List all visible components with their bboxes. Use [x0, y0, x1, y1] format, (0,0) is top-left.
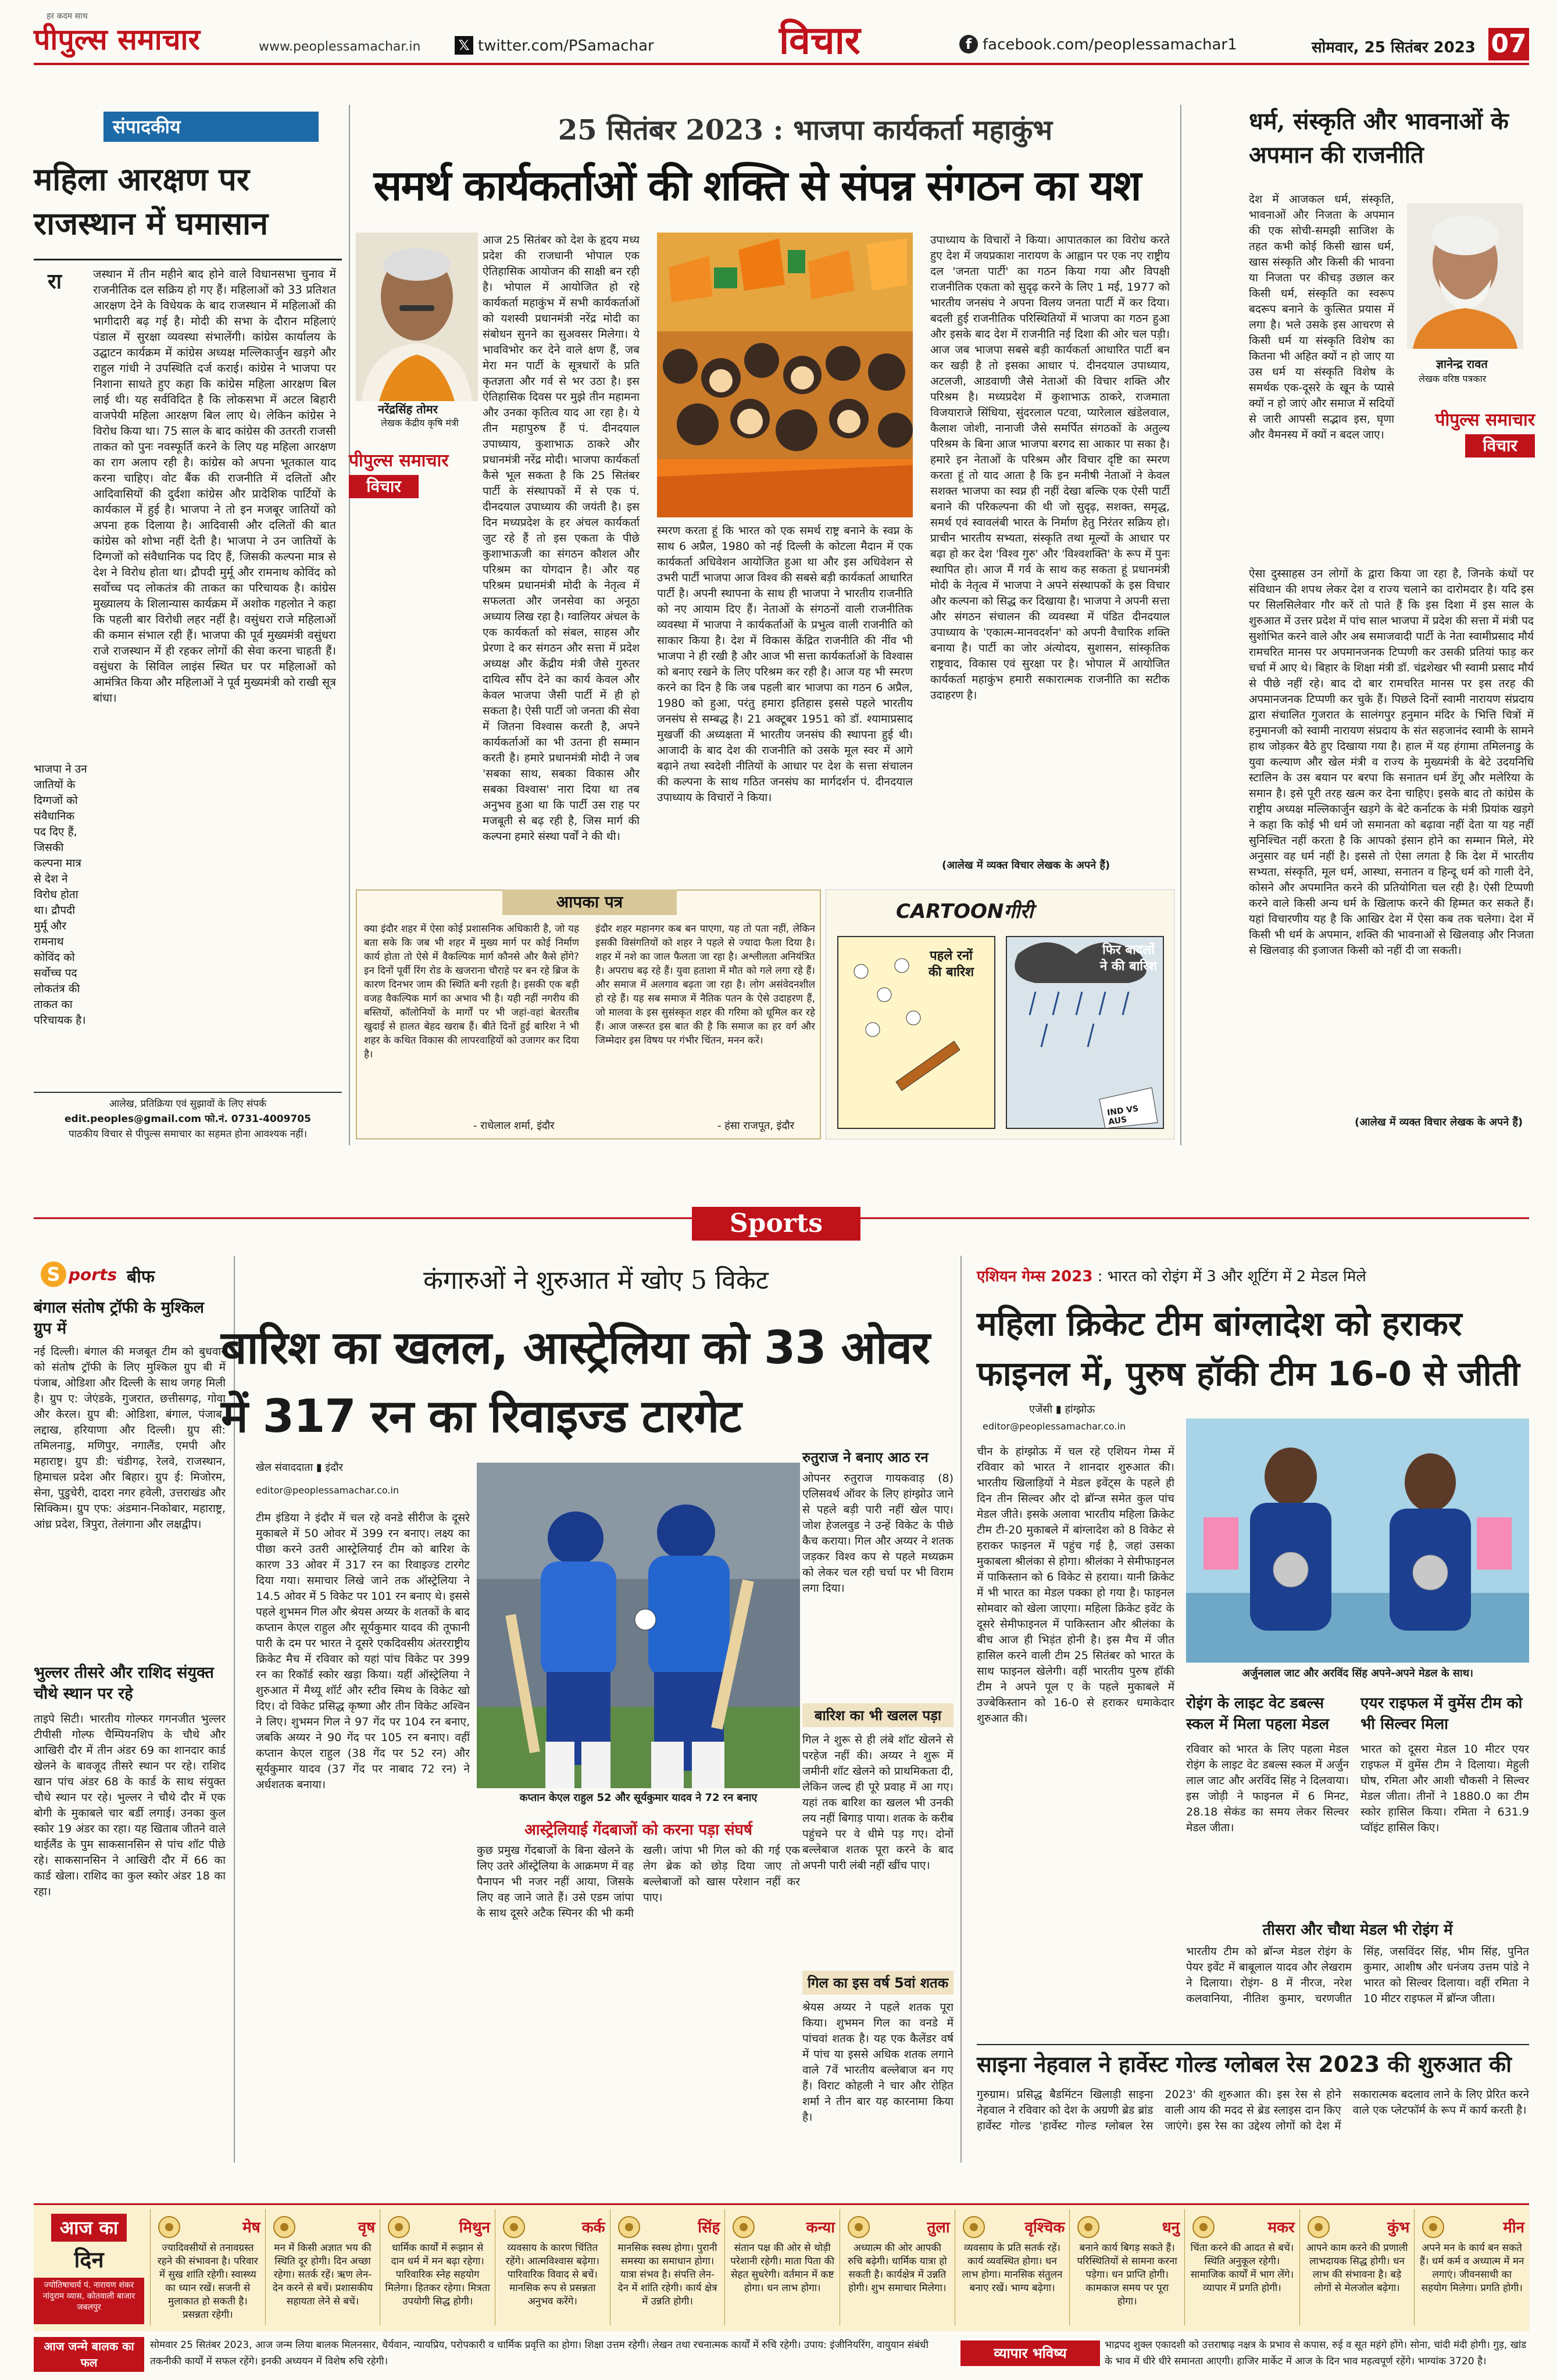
rowing-title: रोइंग के लाइट वेट डबल्स स्कल में मिला पहला मेडल [1186, 1695, 1330, 1733]
cartoon-bubble-1: पहले रनों की बारिश [928, 949, 974, 980]
asian-email[interactable]: editor@peoplessamachar.co.in [983, 1421, 1126, 1432]
header-date: सोमवार, 25 सितंबर 2023 [1312, 39, 1476, 56]
saina-title: साइना नेहवाल ने हार्वेस्ट गोल्ड ग्लोबल रेस 2023 की शुरुआत की [977, 2052, 1512, 2077]
rifle-title: एयर राइफल में वुमेंस टीम को भी सिल्वर मिला [1360, 1695, 1523, 1733]
zodiac-prediction: मन में किसी अज्ञात भय की स्थिति दूर होगी। दिन अच्छा रहेगा। सतर्क रहें। ऋण लेन-देन करने से बचें। प्रशासकीय सहायता लेने से बचें। [272, 2242, 373, 2307]
lead-column-2: स्मरण करता हूं कि भारत को एक समर्थ राष्ट्र बनाने के स्वप्न के साथ 6 अप्रैल, 1980 को नई दिल्ली के कोटला मैदान में एक कार्यकर्ता अधिवेशन आयोजित हुआ था और इस अधिवेशन से उभरी पार्टी भाजपा आज विश्व की सबसे बड़ी कार्यकर्ता आधारित पार्टी है। अपनी स्थापना के साथ ही भाजपा ने भारतीय राजनीति को नए आयाम दिए हैं। नेताओं के संगठनों वाली राजनीतिक व्यवस्था में भाजपा ने कार्यकर्ताओं के प्रभुत्व वाली राजनीति को साकार किया है। देश में विकास केंद्रित राजनीति की नींव भी भाजपा ने ही रखी है और आज भी सत्ता कार्यकर्ताओं के विश्वास को बनाए रखने के लिए परिश्रम कर रही है। आज यह भी स्मरण करने का दिन है कि जब पहली बार भाजपा का गठन 6 अप्रैल, 1980 को हुआ, परंतु हमारा इतिहास इससे पहले भारतीय जनसंघ से सम्बद्ध है। 21 अक्टूबर 1951 को डॉ. श्यामाप्रसाद मुखर्जी की अध्यक्षता में भारतीय जनसंघ की स्थापना हुई थी। आजादी के बाद देश की राजनीति को उसके मूल स्वर में आगे बढ़ाने तथा स्वदेशी नीतियों के आधार पर देश के सत्ता संचालन की कल्पना के साथ गठित जनसंघ का मार्गदर्शन पं. दीनदयाल उपाध्याय के विचारों ने किया। [657, 524, 913, 804]
rowers-photo [1186, 1418, 1529, 1663]
zodiac-prediction: अध्यात्म की ओर आपकी रुचि बढ़ेगी। धार्मिक यात्रा हो सकती है। कार्यक्षेत्र में उन्नति होगी। शुभ समाचार मिलेगा। [848, 2242, 947, 2294]
zodiac-sign-10 [1184, 2209, 1299, 2325]
cartoon-sign: IND VS AUS [1106, 1104, 1140, 1127]
zodiac-sign-2 [265, 2209, 380, 2325]
zodiac-name: सिंह [698, 2219, 720, 2236]
horoscope-title-box [34, 2209, 144, 2325]
header-page-number: 07 [1488, 28, 1529, 60]
lead-author-role: लेखक केंद्रीय कृषि मंत्री [381, 417, 459, 428]
zodiac-sign-11 [1299, 2209, 1415, 2325]
saina-body: गुरुग्राम। प्रसिद्ध बैडमिंटन खिलाड़ी साइना नेहवाल ने रविवार को देश के अग्रणी ब्रेड ब्रांड हार्वेस्ट गोल्ड 'हार्वेस्ट गोल्ड ग्लोबल रेस 2023' की शुरुआत की। इस रेस से होने वाली आय की मदद से ब्रेड स्लाइस दान किए जाएंगे। इस रेस का उद्देश्य लोगों को देश में सकारात्मक बदलाव लाने के लिए प्रेरित करने वाले एक प्लेटफॉर्म के रूप में कार्य करती है। [977, 2088, 1529, 2132]
right-vichar-logo-section: विचार [1465, 434, 1535, 458]
cricket-photo [477, 1463, 800, 1788]
zodiac-sign-1 [150, 2209, 265, 2325]
lead-headline: समर्थ कार्यकर्ताओं की शक्ति से संपन्न संगठन का यश [373, 161, 1141, 210]
brief-2-body: ताइपे सिटी। भारतीय गोल्फर गगनजीत भुल्लर टीपीसी गोल्फ चैम्पियनशिप के चौथे और आखिरी दौर में तीन अंडर 69 का शानदार कार्ड खेलने के बावजूद तीसरे स्थान पर रहे। राशिद खान पांच अंडर 68 के कार्ड के साथ संयुक्त चौथे स्थान पर रहे। भुल्लर ने चौथे दौर में एक बोगी के मुकाबले चार बर्डी लगाई। उनका कुल स्कोर 19 अंडर का रहा। यह खिताब जीतने वाले थाईलैंड के पुम साकसानसिन से पांच शॉट पीछे रहे। साकसानसिन ने आखिरी दौर में 66 का कार्ड खेला। राशिद का कुल स्कोर अंडर 18 का रहा। [34, 1713, 226, 1898]
asian-byline-city: हांग्झोऊ [1065, 1403, 1095, 1416]
cricket-byline-reporter: खेल संवाददाता [256, 1461, 313, 1474]
header-logo: पीपुल्स समाचार [34, 23, 200, 56]
medal34-body: भारतीय टीम को ब्रॉन्ज मेडल रोइंग के पेयर इवेंट में बाबूलाल यादव और लेखराम ने दिलाया। रोइंग- 8 में नीरज, नरेश कलवानिया, नीतिश कुमार, चरणजीत सिंह, जसविंदर सिंह, भीम सिंह, पुनित कुमार, आशीष और धनंजय उत्तम पांडे ने भारत को सिल्वर दिलाया। वहीं रमिता ने 10 मीटर राइफल में ब्रॉन्ज जीता। [1186, 1945, 1529, 2005]
right-author-role: लेखक वरिष्ठ पत्रकार [1419, 373, 1487, 384]
right-intro: देश में आजकल धर्म, संस्कृति, भावनाओं और निजता के अपमान की एक सोची-समझी साजिश के तहत कभी कोई किसी खास धर्म, खास संस्कृति और किसी की भावना या निजता पर कीचड़ उछाल कर किसी धर्म, संस्कृति का स्वरूप बदरूप बनाने के कुत्सित प्रयास में लगा है। भले उसके इस आचरण से किसी धर्म या संस्कृति विशेष का कितना भी अहित क्यों न हो जाए या उस धर्म या संस्कृति विशेष के समर्थक एक-दूसरे के खून के प्यासे क्यों न हो जाएं और समाज में सदियों से जारी आपसी सद्भाव इस, घृणा और वैमनस्य में क्यों न बदल जाए। [1249, 193, 1394, 441]
cricket-sub1-body: कुछ प्रमुख गेंदबाजों के बिना खेलने के लिए उतरे ऑस्ट्रेलिया के आक्रमण में वह पैनापन भी नजर नहीं आया, जिसके लिए वह जाने जाते हैं। उसे एडम जांपा के साथ दूसरे अटैक स्पिनर की भी कमी खली। जांपा भी गिल को की गई एक लेग ब्रेक को छोड़ दिया जाए तो बल्लेबाजों को खास परेशान नहीं कर पाए। [477, 1844, 800, 1920]
zodiac-prediction: आपने काम करने की प्रणाली लाभदायक सिद्ध होगी। धन लाभ की संभावना है। बड़े लोगों से मेलजोल बढ़ेगा। [1306, 2242, 1408, 2294]
sports-brief-label: बीफ [127, 1267, 155, 1287]
brief-2-title: भुल्लर तीसरे और राशिद संयुक्त चौथे स्थान पर रहे [34, 1664, 214, 1703]
lead-author-name: नरेंद्रसिंह तोमर [378, 402, 438, 416]
lead-vichar-logo [349, 448, 483, 498]
vichar-logo-title: पीपुल्स समाचार [349, 451, 449, 471]
zodiac-name: मीन [1503, 2219, 1524, 2236]
horoscope-title-top: आज का [51, 2214, 127, 2242]
cricket-email[interactable]: editor@peoplessamachar.co.in [256, 1485, 399, 1496]
medal34-title: तीसरा और चौथा मेडल भी रोइंग में [1262, 1921, 1453, 1939]
asian-kicker-label: एशियन गेम्स 2023 [977, 1268, 1093, 1285]
header-section: विचार [779, 18, 860, 63]
right-note: (आलेख में व्यक्त विचार लेखक के अपने हैं) [1355, 1116, 1523, 1128]
zodiac-name: कर्क [581, 2219, 605, 2236]
zodiac-sign-12 [1414, 2209, 1529, 2325]
lead-kicker: 25 सितंबर 2023 : भाजपा कार्यकर्ता महाकुंभ [558, 114, 1053, 146]
zodiac-name: मकर [1267, 2219, 1295, 2236]
zodiac-prediction: चिंता करने की आदत से बचें। स्थिति अनुकूल रहेगी। सामाजिक कार्यों में भाग लेंगे। व्यापार में प्रगति होगी। [1190, 2242, 1294, 2294]
zodiac-name: धनु [1162, 2219, 1180, 2236]
asian-headline: महिला क्रिकेट टीम बांग्लादेश को हराकर फाइनल में, पुरुष हॉकी टीम 16-0 से जीती [977, 1304, 1520, 1393]
rifle-body: भारत को दूसरा मेडल 10 मीटर एयर राइफल में वुमेंस टीम ने दिलाया। मेहुली घोष, रमिता और आशी चौकसी ने सिल्वर मेडल जीता। तीनों ने 1880.0 का टीम स्कोर हासिल किया। रमिता ने 631.9 प्वॉइंट हासिल किए। [1360, 1743, 1529, 1834]
asian-byline: एजेंसी ▮ हांग्झोऊ [1029, 1403, 1095, 1416]
zodiac-sign-6 [724, 2209, 840, 2325]
letter-2: इंदौर शहर महानगर कब बन पाएगा, यह तो पता नहीं, लेकिन इसकी विसंगतियों को शहर ने पहले से ज्यादा फैला दिया है। शहर में नशे का जाल फैलता जा रहा है। अश्लीलता अनियंत्रित है। अपराध बढ़ रहे हैं। युवा हताशा में मौत को गले लगा रहे हैं। और समाज में अलगाव बढ़ता जा रहा है। लोग असंवेदनशील हो रहे हैं। यह सब समाज में नैतिक पतन के ऐसे उदाहरण हैं, जो मालवा के इस सुसंस्कृत शहर की गरिमा को धूमिल कर रहे हैं। आज जरूरत इस बात की है कि समाज का हर वर्ग और जिम्मेदार इस विषय पर गंभीर चिंतन, मनन करें। [595, 923, 815, 1046]
business-text: भाद्रपद शुक्ल एकादशी को उत्तराषाढ़ नक्षत्र के प्रभाव से कपास, रुई व सूत महंगे होंगे। सोना, चांदी मंदी होगी। गुड़, खांड के भाव में धीरे धीरे समानता आएगी। हाजिर मार्केट में आज के दिन भाव महत्वपूर्ण रहेंगे। भाग्यांक 3720 है। [1105, 2339, 1527, 2367]
x-icon: 𝕏 [455, 36, 473, 55]
cartoon-bubble-2: फिर बादलों ने की बारिश [1099, 943, 1158, 974]
vichar-logo-section: विचार [349, 475, 419, 498]
sports-brief-logo-s: S [41, 1262, 66, 1287]
rally-photo [657, 233, 913, 517]
asian-body: चीन के हांग्झोऊ में चल रहे एशियन गेम्स में रविवार को भारत ने शानदार शुरुआत की। भारतीय खिलाड़ियों ने मेडल इवेंट्स के पहले ही दिन तीन सिल्वर और दो ब्रॉन्ज समेत कुल पांच मेडल जीते। इसके अलावा भारतीय महिला क्रिकेट टीम टी-20 मुकाबले में बांग्लादेश को 8 विकेट से हराकर फाइनल में पहुंच गई है, जहां उसका मुकाबला श्रीलंका से होगा। श्रीलंका ने सेमीफाइनल में पाकिस्तान को 6 विकेट से हराया। यानी क्रिकेट में भी भारत का मेडल पक्का हो गया है। फाइनल सोमवार को खेला जाएगा। महिला क्रिकेट इवेंट के दूसरे सेमीफाइनल में पाकिस्तान और श्रीलंका के बीच आज ही भिड़ंत होनी है। इस मैच में जीत हासिल करने वाली टीम 25 सितंबर को भारत के साथ फाइनल खेलेगी। वहीं भारतीय पुरुष हॉकी टीम ने अपने पूल ए के पहले मुकाबले में उज्बेकिस्तान को 16-0 से हराकर धमाकेदार शुरुआत की। [977, 1445, 1174, 1725]
zodiac-sign-4 [495, 2209, 610, 2325]
zodiac-sign-5 [610, 2209, 725, 2325]
editorial-footer-line1: आलेख, प्रतिक्रिया एवं सुझावों के लिए संपर्क [109, 1098, 267, 1110]
sports-brief-logo-text: ports [69, 1265, 117, 1284]
zodiac-sign-8 [955, 2209, 1070, 2325]
header-website[interactable]: www.peoplessamachar.in [259, 40, 421, 54]
right-headline: धर्म, संस्कृति और भावनाओं के अपमान की राजनीति [1249, 108, 1509, 169]
asian-kicker [977, 1265, 1529, 1286]
header-tagline: हर कदम साथ [47, 12, 88, 21]
cricket-photo-caption: कप्तान केएल राहुल 52 और सूर्यकुमार यादव ने 72 रन बनाए [519, 1792, 758, 1804]
zodiac-name: कन्या [806, 2219, 835, 2236]
zodiac-sign-7 [840, 2209, 955, 2325]
zodiac-prediction: अपने मन के कार्य बन सकते हैं। धर्म कर्म व अध्यात्म में मन लगाएं। जीवनसाथी का सहयोग मिलेगा। प्रगति होगी। [1419, 2242, 1524, 2294]
sports-banner: Sports [692, 1207, 860, 1241]
cricket-sub3-body: गिल ने शुरू से ही लंबे शॉट खेलने से परहेज नहीं की। अय्यर ने शुरू में जमीनी शॉट खेलने को प्राथमिकता दी, लेकिन जल्द ही पूरे प्रवाह में आ गए। यहां तक बारिश का खलल भी उनकी लय नहीं बिगाड़ पाया। शतक के करीब पहुंचने पर वे धीमे पड़ गए। दोनों बल्लेबाज शतक पूरा करने के बाद अपनी पारी लंबी नहीं खींच पाए। [802, 1734, 954, 1872]
rowing-body: रविवार को भारत के लिए पहला मेडल रोइंग के लाइट वेट डबल्स स्कल में अर्जुन लाल जाट और अरविंद सिंह ने दिलवाया। इस जोड़ी ने फाइनल में 6 मिनट, 28.18 सेकंड का समय लेकर सिल्वर मेडल जीता। [1186, 1743, 1349, 1834]
editorial-body: जस्थान में तीन महीने बाद होने वाले विधानसभा चुनाव में राजनीतिक दल सक्रिय हो गए हैं। महिलाओं को 33 प्रतिशत आरक्षण देने के विधेयक के बाद राजस्थान में महिलाओं की भागीदारी बढ़ गई है। मोदी की सभा के दौरान महिलाएं पंडाल में सुरक्षा व्यवस्था संभालेंगी। कांग्रेस कार्यालय के उद्घाटन कार्यक्रम में कांग्रेस अध्यक्ष मल्लिकार्जुन खड़गे और राहुल गांधी ने उपस्थिति दर्ज कराई। कांग्रेस ने भाजपा पर निशाना साधते हुए कहा कि कांग्रेस महिला आरक्षण बिल लाई थी। यह सर्वविदित है कि लोकसभा में अटल बिहारी वाजपेयी महिला आरक्षण बिल लाए थे। लेकिन कांग्रेस ने विरोध किया था। 75 साल के बाद कांग्रेस की उतरती राजसी ताकत को पुनः नवस्फूर्ति करने के लिए यह महिला आरक्षण का राग अलाप रही है। कांग्रेस को अपना भूतकाल याद करना चाहिए। वोट बैंक की राजनीति में दलितों और आदिवासियों की दुर्दशा कांग्रेस और प्रादेशिक पार्टियों के कार्यकाल में हुई है। भाजपा ने तो इन मजबूर जातियों को अपना हक दिलाया है। आदिवासी और दलितों की बात कांग्रेस को शोभा नहीं देती है। भाजपा ने उन जातियों के दिग्गजों को संवैधानिक पद दिए हैं, जिसकी कल्पना मात्र से देश ने विरोध होता था। द्रौपदी मुर्मू और रामनाथ कोविंद को सर्वोच्च पद लोकतंत्र की ताकत का परिचायक है। कांग्रेस मुख्यालय के शिलान्यास कार्यक्रम में अशोक गहलोत ने कहा कि पहली बार विरोधी लहर नहीं है। वसुंधरा राजे महिलाओं की कमान संभाल रही हैं। भाजपा की पूर्व मुख्यमंत्री वसुंधरा राजे राजस्थान में ही रहकर लोगों की सेवा करना चाहती हैं। वसुंधरा के सिविल लाइंस स्थित घर पर महिलाओं को आमंत्रित किया और महिलाओं ने पूर्व मुख्यमंत्री को राखी सूत्र बांधा। [93, 267, 336, 705]
zodiac-prediction: व्यवसाय के कारण चिंतित रहेंगे। आत्मविश्वास बढ़ेगा। पारिवारिक विवाद से बचें। मानसिक रूप से प्रसन्नता अनुभव करेंगे। [505, 2242, 599, 2307]
cartoon-title: CARTOONगीरी [896, 900, 1034, 923]
born-today-label: आज जन्मे बालक का फल [34, 2337, 144, 2372]
cricket-kicker: कंगारुओं ने शुरुआत में खोए 5 विकेट [423, 1266, 769, 1295]
zodiac-prediction: संतान पक्ष की ओर से थोड़ी परेशानी रहेगी। माता पिता की सेहत सुधरेगी। वर्तमान में कष्ट होगा। धन लाभ होगा। [730, 2242, 834, 2294]
cartoon-box [826, 889, 1174, 1139]
zodiac-name: कुंभ [1387, 2219, 1410, 2236]
horoscope-astrologer: ज्योतिषाचार्य पं. नारायण शंकर नांदुराम व्यास, कोतवाली बाजार जबलपुर [34, 2278, 144, 2324]
rowers-caption: अर्जुनलाल जाट और अरविंद सिंह अपने-अपने मेडल के साथ। [1242, 1667, 1473, 1679]
lead-column-3: उपाध्याय के विचारों ने किया। आपातकाल का विरोध करते हुए देश में जयप्रकाश नारायण के आह्वान पर एक नए राष्ट्रीय दल 'जनता पार्टी' का गठन किया गया और विपक्षी राजनीतिक एकता को सुदृढ़ करने के लिए 1 मई, 1977 को भारतीय जनसंघ ने अपना विलय जनता पार्टी में कर दिया। बदली हुई राजनीतिक परिस्थितियों में भाजपा का गठन हुआ और इसके बाद देश में राजनीति नई दिशा की ओर चल पड़ी। आज जब भाजपा सबसे बड़ी कार्यकर्ता आधारित पार्टी बन कर खड़ी है तो इसका आधार पं. दीनदयाल उपाध्याय, अटलजी, आडवाणी जैसे नेताओं की विचार शक्ति और परिश्रम है। मध्यप्रदेश में कुशाभाऊ ठाकरे, राजमाता विजयाराजे सिंधिया, सुंदरलाल पटवा, प्यारेलाल खंडेलवाल, कैलाश जोशी, नानाजी जैसे समर्पित संगठकों के अतुल्य परिश्रम के बिना आज भाजपा बरगद सा आकार पा सका है। हमारे इन नेताओं के परिश्रम और विचार दृष्टि का स्मरण करता हूं तो याद आता है कि इन मनीषी नेताओं ने केवल सशक्त भाजपा का स्वप्न ही नहीं देखा बल्कि एक ऐसी पार्टी बनाने की परिकल्पना की थी जो सुदृढ़, सशक्त, समृद्ध, समर्थ एवं स्वावलंबी भारत के निर्माण हेतु निरंतर सक्रिय हो। प्राचीन भारतीय सभ्यता, संस्कृति तथा मूल्यों के आधार पर बढ़ा हो कर देश 'विश्व गुरु' और 'विश्वशक्ति' के रूप में पुनः स्थापित हो। आज मैं गर्व के साथ कह सकता हूं प्रधानमंत्री मोदी के नेतृत्व में भाजपा ने अपने संस्थापकों के इस विचार और कल्पना को सिद्ध कर दिखाया है। भाजपा ने अपनी सत्ता और संगठन संचालन की व्यवस्था में पंडित दीनदयाल उपाध्याय के 'एकात्म-मानवदर्शन' को अपनी वैचारिक शक्ति बनाया है। पार्टी का जोर अंत्योदय, सुशासन, सांस्कृतिक राष्ट्रवाद, विकास एवं सुरक्षा पर है। भोपाल में आयोजित कार्यकर्ता महाकुंभ हमारी सकारात्मक राजनीति का सटीक उदाहरण है। [930, 234, 1170, 702]
cricket-body: टीम इंडिया ने इंदौर में चल रहे वनडे सीरीज के दूसरे मुकाबले में 50 ओवर में 399 रन बनाए। लक्ष्य का पीछा करने उतरी आस्ट्रेलियाई टीम को बारिश के कारण 33 ओवर में 317 रन का रिवाइज्ड टारगेट दिया गया। समाचार लिखे जाने तक ऑस्ट्रेलिया ने 14.5 ओवर में 5 विकेट पर 101 रन बनाए थे। इससे पहले शुभमन गिल और श्रेयस अय्यर के शतकों के बाद कप्तान केएल राहुल और सूर्यकुमार यादव की तूफानी पारी के दम पर भारत ने दूसरे एकदिवसीय अंतरराष्ट्रीय क्रिकेट मैच में रविवार को यहां पांच विकेट पर 399 रन का रिकॉर्ड स्कोर खड़ा किया। यहीं ऑस्ट्रेलिया ने शुरुआत में मैथ्यू शॉर्ट और स्टीव स्मिथ के विकेट खो दिए। दो विकेट प्रसिद्ध कृष्णा और तीन विकेट अश्विन ने लिए। शुभमन गिल ने 97 गेंद पर 104 रन बनाए, जबकि अय्यर ने 90 गेंद पर 105 रन बनाए। वहीं कप्तान केएल राहुल (38 गेंद पर 52 रन) और सूर्यकुमार यादव (37 गेंद पर नाबाद 72 रन) ने अर्धशतक बनाया। [256, 1511, 470, 1791]
zodiac-name: वृश्चिक [1024, 2219, 1065, 2236]
cricket-sub4-body: श्रेयस अय्यर ने पहले शतक पूरा किया। शुभमन गिल का वनडे में पांचवां शतक है। यह एक कैलेंडर वर्ष में पांच या इससे अधिक शतक लगाने वाले 7वें भारतीय बल्लेबाज बन गए हैं। विराट कोहली ने चार और रोहित शर्मा ने तीन बार यह कारनामा किया है। [802, 2001, 954, 2124]
author-photo-rawat [1407, 203, 1523, 349]
cricket-headline: बारिश का खलल, आस्ट्रेलिया को 33 ओवर में 317 रन का रिवाइज्ड टारगेट [221, 1322, 930, 1443]
brief-1-body: नई दिल्ली। बंगाल की मजबूत टीम को बुधवार को संतोष ट्रॉफी के लिए मुश्किल ग्रुप बी में पंजाब, ओडिशा और दिल्ली के साथ जगह मिली है। ग्रुप ए: जेएंडके, गुजरात, छत्तीसगढ़, गोवा और केरल। ग्रुप बी: ओडिशा, बंगाल, पंजाब, लद्दाख, हरियाणा और दिल्ली। ग्रुप सी: तमिलनाडु, मणिपुर, नगालैंड, एमपी और महाराष्ट्र। ग्रुप डी: चंडीगढ़, रेलवे, राजस्थान, हिमाचल प्रदेश और बिहार। ग्रुप ई: मिजोरम, सेना, पुडुचेरी, दादरा नगर हवेली, उत्तराखंड और सिक्किम। ग्रुप एफ: अंडमान-निकोबार, महाराष्ट्र, आंध्र प्रदेश, त्रिपुरा, तेलंगाना और लक्षद्वीप। [34, 1345, 226, 1531]
cricket-sub2-body: ओपनर रुतुराज गायकवाड़ (8) एलिसवर्थ ऑवर के लिए हांग्झोउ जाने से पहले बड़ी पारी नहीं खेल पाए। जोश हेजलवुड ने उन्हें विकेट के पीछे कैच कराया। गिल और अय्यर ने शतक जड़कर विश्व कप से पहले मध्यक्रम को लेकर चल रही चर्चा पर भी विराम लगा दिया। [802, 1472, 954, 1595]
zodiac-name: तुला [927, 2219, 950, 2236]
editorial-pullquote: भाजपा ने उन जातियों के दिग्गजों को संवैधानिक पद दिए हैं, जिसकी कल्पना मात्र से देश ने विरोध होता था। द्रौपदी मुर्मू और रामनाथ कोविंद को सर्वोच्च पद लोकतंत्र की ताकत का परिचायक है। [34, 763, 87, 1027]
asian-kicker-text: : भारत को रोइंग में 3 और शूटिंग में 2 मेडल मिले [1097, 1268, 1366, 1285]
zodiac-name: मेष [242, 2219, 260, 2236]
zodiac-name: वृष [358, 2219, 376, 2236]
right-vichar-logo-title: पीपुल्स समाचार [1435, 410, 1535, 430]
editorial-dropcap: रा [48, 269, 62, 294]
zodiac-prediction: मानसिक स्वस्थ होगा। पुरानी समस्या का समाधान होगा। यात्रा संभव है। संपत्ति लेन-देन में शांति रहेगी। कार्य क्षेत्र में उन्नति होगी। [617, 2242, 717, 2307]
right-vichar-logo [1407, 407, 1535, 458]
facebook-icon: f [959, 35, 978, 53]
brief-1-title: बंगाल संतोष ट्रॉफी के मुश्किल ग्रुप में [34, 1299, 204, 1338]
header-twitter[interactable]: twitter.com/PSamachar [478, 37, 654, 55]
cricket-byline-city: इंदौर [325, 1461, 343, 1474]
author-photo-tomar [356, 233, 478, 401]
right-author-name: ज्ञानेन्द्र रावत [1436, 357, 1488, 371]
zodiac-prediction: धार्मिक कार्यों में रूझान से दान धर्म में मन बढ़ा रहेगा। पारिवारिक स्नेह सहयोग मिलेगा। हितकर रहेगा। मित्रता उपयोगी सिद्ध होगी। [385, 2242, 490, 2307]
editorial-footer-disclaimer: पाठकीय विचार से पीपुल्स समाचार का सहमत होना आवश्यक नहीं। [68, 1128, 308, 1140]
page-header [0, 0, 1557, 65]
cricket-sub2-title: रुतुराज ने बनाए आठ रन [802, 1449, 929, 1466]
letter-1: क्या इंदौर शहर में ऐसा कोई प्रशासनिक अधिकारी है, जो यह बता सके कि जब भी शहर में मुख्य मार्ग पर कोई निर्माण कार्य होता तो ऐसे में वैकल्पिक मार्ग कौनसे और कैसे होंगे? इन दिनों पूर्वी रिंग रोड के खजराना चौराहे पर बन रहे ब्रिज के कारण दिनभर जाम की स्थिति बनी रहती है। इसकी एक बड़ी वजह वैकल्पिक मार्ग का अभाव भी है। यही नहीं नगरीय की बस्तियों, कॉलोनियों के मार्गों पर भी जहां-वहां बेतरतीब खुदाई से हालत बेहद खराब हैं। बीते दिनों हुई बारिश ने भी शहर के कथित विकास की लापरवाहियों को उजागर कर दिया है। [364, 923, 579, 1060]
letter-1-sign: - राधेलाल शर्मा, इंदौर [473, 1120, 555, 1132]
editorial-footer [34, 1092, 342, 1142]
zodiac-sign-3 [380, 2209, 495, 2325]
asian-byline-agency: एजेंसी [1029, 1403, 1053, 1416]
lead-note: (आलेख में व्यक्त विचार लेखक के अपने हैं) [942, 859, 1110, 871]
born-today-text: सोमवार 25 सितंबर 2023, आज जन्म लिया बालक मिलनसार, धैर्यवान, न्यायप्रिय, परोपकारी व धार्मिक प्रवृत्ति का होगा। शिक्षा उत्तम रहेगी। लेखन तथा रचनात्मक कार्यों में रुचि रहेगी। उपाय: इंजीनियरिंग, वायुयान संबंधी तकनीकी कार्यों में सफल रहेंगे। इनकी अध्ययन में विशेष रुचि रहेगी। [150, 2339, 929, 2367]
cricket-sub1-title: आस्ट्रेलियाई गेंदबाजों को करना पड़ा संघर्ष [524, 1821, 752, 1839]
letter-2-sign: - हंसा राजपूत, इंदौर [717, 1120, 795, 1132]
zodiac-sign-9 [1069, 2209, 1184, 2325]
zodiac-prediction: ज्यादिवसीयों से तनावग्रस्त रहने की संभावना है। परिवार में सुख शांति रहेगी। स्वास्थ्य का ध्यान रखें। सजनी से मुलाकात हो सकती है। प्रसन्नता रहेगी। [157, 2242, 258, 2321]
editorial-footer-email[interactable]: edit.peoples@gmail.com फो.नं. 0731-4009705 [65, 1113, 311, 1125]
horoscope-title-bottom: दिन [74, 2247, 104, 2272]
letters-box [356, 889, 821, 1139]
cricket-byline: खेल संवाददाता ▮ इंदौर [256, 1461, 343, 1474]
cricket-sub4-title: गिल का इस वर्ष 5वां शतक [802, 1971, 954, 1995]
zodiac-prediction: बनाने कार्य बिगड़ सकते हैं। परिस्थितियों से सामना करना पड़ेगा। धन प्राप्ति होगी। कामकाज समय पर पूरा होगा। [1077, 2242, 1177, 2307]
zodiac-name: मिथुन [459, 2219, 490, 2236]
right-body: ऐसा दुस्साहस उन लोगों के द्वारा किया जा रहा है, जिनके कंधों पर संविधान की शपथ लेकर देश व राज्य चलाने का दारोमदार है। यदि इस पर सिलसिलेवार गौर करें तो पाते हैं कि इस दिशा में इस साल के शुरुआत में उत्तर प्रदेश में पांच साल भाजपा में प्रदेश की सत्ता में मंत्री पद सुशोभित करने वाले और अब समाजवादी पार्टी के नेता स्वामीप्रसाद मौर्य रामचरित मानस पर अपमानजनक टिप्पणी कर उसकी प्रतियां फाड़ कर चर्चा में आए थे। बिहार के शिक्षा मंत्री डॉ. चंद्रशेखर भी स्वामी प्रसाद मौर्य से पीछे नहीं रहे। बाद दो बार रामचरित मानस पर इस तरह की अपमानजनक टिप्पणी कर चुके हैं। पिछले दिनों स्वामी नारायण संप्रदाय द्वारा संचालित गुजरात के सालंगपुर हनुमान मंदिर के भित्ति चित्रों में हनुमानजी को स्वामी नारायण संप्रदाय के संत सहजानंद स्वामी के सामने हाथ जोड़कर बैठे हुए दिखाया गया है। हाल में यह हंगामा तमिलनाडु के युवा कल्याण और खेल मंत्री व राज्य के मुख्यमंत्री के बेटे उदयनिधि स्टालिन के उस बयान पर बरपा कि सनातन धर्म डेंगू और मलेरिया के समान है। इसे पूरी तरह खत्म कर देना चाहिए। इसके बाद तो कांग्रेस के राष्ट्रीय अध्यक्ष मल्लिकार्जुन खड़गे के बेटे कर्नाटक के मंत्री प्रियांक खड़गे ने कहा कि कोई भी धर्म जो समानता को बढ़ावा नहीं देता या यह नहीं सुनिश्चित नहीं करता है कि आपको इंसान होने का सम्मान मिले, मेरे अनुसार वह धर्म नहीं है। इससे तो ऐसा लगता है कि देश में भारतीय सभ्यता, संस्कृति, मूल धर्म, आस्था, सनातन व हिन्दू धर्म को गाली देने, कोसने और अपमानित करने की प्रतियोगिता चल रही है। ऐसी टिप्पणी करने वाले किसी अन्य धर्म के खिलाफ करने की हिम्मत कर सकते हैं। यहां विचारणीय यह है कि आखिर देश में ऐसा कब तक चलेगा। देश में किसी भी धर्म के अपमान, शक्ति की भावनाओं से खिलवाड़ और निजता से खिलवाड़ की इजाजत किसी को नहीं दी जा सकती। [1249, 567, 1534, 957]
zodiac-prediction: व्यवसाय के प्रति सतर्क रहें। कार्य व्यवस्थित होगा। धन लाभ होगा। मानसिक संतुलन बनाए रखें। भाग्य बढ़ेगा। [962, 2242, 1063, 2294]
letters-title: आपका पत्र [502, 889, 677, 915]
lead-column-1: आज 25 सितंबर को देश के हृदय मध्य प्रदेश की राजधानी भोपाल एक ऐतिहासिक आयोजन की साक्षी बन रही है। भोपाल में आयोजित हो रहे कार्यकर्ता महाकुंभ में सभी कार्यकर्ताओं को यशस्वी प्रधानमंत्री नरेंद्र मोदी का संबोधन सुनने का सुअवसर मिलेगा। ये भावविभोर कर देने वाले क्षण हैं, जब मेरा मन पार्टी के सूत्रधारों के प्रति कृतज्ञता और गर्व से भर उठा है। इस ऐतिहासिक दिवस पर मुझे तीन महामना और उनका कृतित्व याद आ रहा है। ये तीन महापुरुष हैं पं. दीनदयाल उपाध्याय, कुशाभाऊ ठाकरे और प्रधानमंत्री नरेंद्र मोदी। भाजपा कार्यकर्ता कैसे भूल सकता है कि 25 सितंबर पार्टी के संस्थापकों में से एक पं. दीनदयाल उपाध्याय की जयंती है। इस दिन मध्यप्रदेश के हर अंचल कार्यकर्ता जुट रहे हैं तो इस एकता के पीछे कुशाभाऊजी का संगठन कौशल और परिश्रम का योगदान है। और यह परिश्रम प्रधानमंत्री मोदी के नेतृत्व में सफलता और जनसेवा का अनूठा अध्याय लिख रहा है। ग्वालियर अंचल के एक कार्यकर्ता को संबल, साहस और प्रेरणा दे कर संगठन और सत्ता में प्रदेश अध्यक्ष और केंद्रीय मंत्री जैसे गुरुतर दायित्व सौंप देने का कार्य केवल और केवल भाजपा जैसी पार्टी में ही हो सकता है। ऐसी पार्टी जो जनता की सेवा में जितना विश्वास करती है, अपने कार्यकर्ताओं का भी उतना ही सम्मान करती है। हमारे प्रधानमंत्री मोदी ने जब 'सबका साथ, सबका विकास और सबका विश्वास' नारा दिया था तब अनुभव हुआ था कि पार्टी उस राह पर मजबूती से बढ़ रही है, जिस मार्ग की कल्पना हमारे संस्था पर्वों ने की थी। [483, 234, 640, 843]
editorial-title: महिला आरक्षण पर राजस्थान में घमासान [34, 160, 269, 242]
sports-brief-header [34, 1262, 226, 1291]
header-facebook[interactable]: facebook.com/peoplessamachar1 [983, 36, 1237, 53]
cricket-sub3-title: बारिश का भी खलल पड़ा [802, 1703, 954, 1727]
business-label: व्यापार भविष्य [960, 2340, 1100, 2366]
editorial-label: संपादकीय [103, 112, 319, 142]
